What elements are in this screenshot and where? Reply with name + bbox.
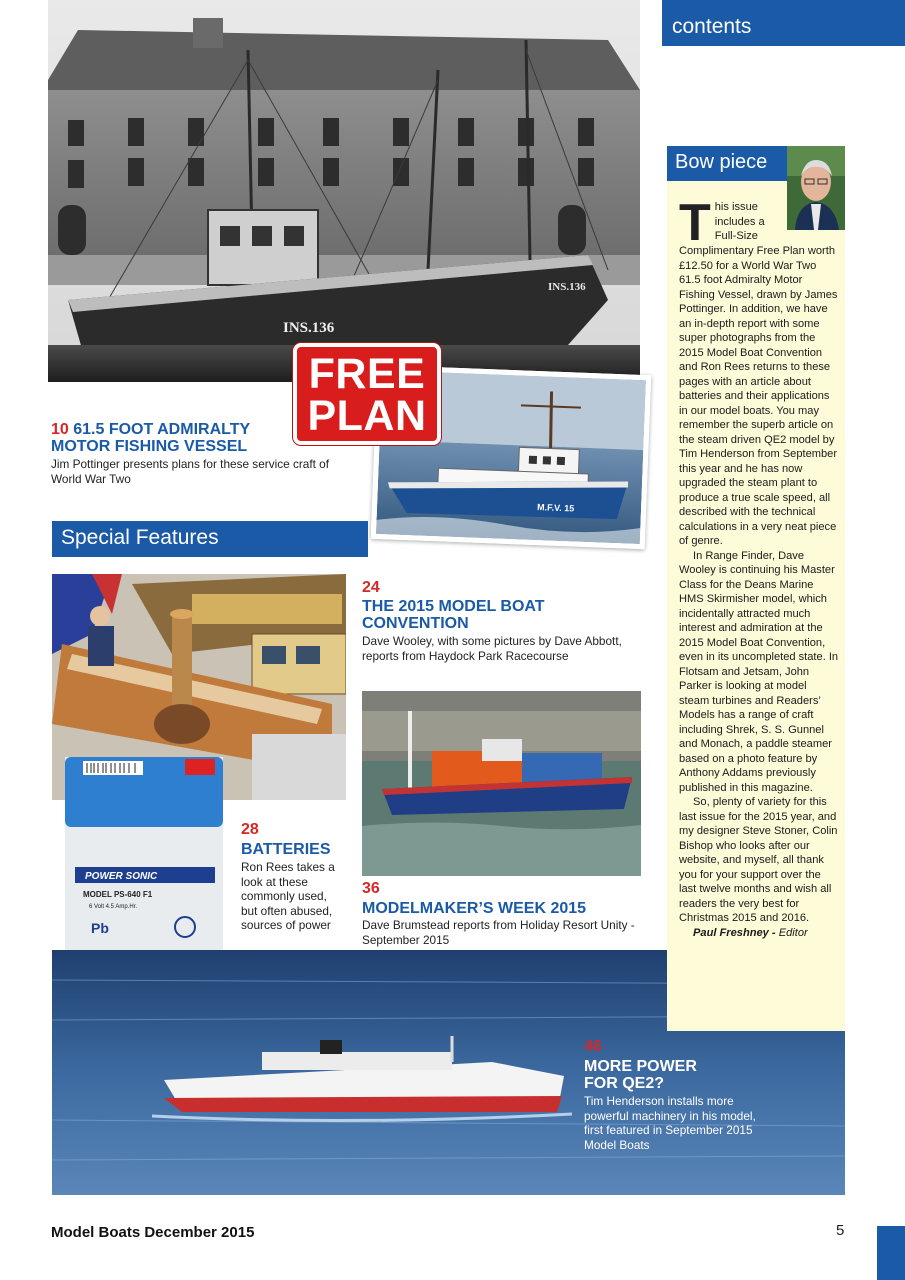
bow-lead-line-3: Full-Size [714, 230, 758, 242]
battery-spec: 6 Volt 4.5 Amp.Hr. [89, 904, 138, 910]
bow-paragraph-2: In Range Finder, Dave Wooley is continuing his Master Class for the Deans Marine HMS Skirmisher model, which incidentally attracted much interest and admiration at the 2015 Model Boat Convention, even in its uncompleted state. In Flotsam and Jetsam, John Parker is looking at model steam turbines and Readers’ Models has a range of craft including Shrek, S. S. Gunnel and Monach, a paddle steamer based on a photo feature by Anthony Addams previously published in this magazine. [679, 549, 839, 794]
bow-paragraph-1: Complimentary Free Plan worth £12.50 for a World War Two 61.5 foot Admiralty Motor Fishing Vessel, drawn by James Pottinger. In addition, we have an in-depth report with some super photographs from the 2015 Model Boat Convention and Ron Rees returns to these pages with an article about batteries and their applications in our model boats. You may remember the superb article on the steam driven QE2 model by Tim Henderson from September this year and he has now upgraded the steam plant to produce a true scale speed, all described with the technical calculations in a very neat piece of genre. [679, 245, 838, 547]
battery-model: MODEL PS-640 F1 [83, 890, 153, 899]
feature-36-title [362, 900, 642, 917]
bow-piece-text [679, 194, 839, 940]
feature-46[interactable] [584, 1038, 774, 1152]
bow-signoff [679, 926, 839, 941]
page-number: 5 [836, 1222, 845, 1239]
editor-name: Paul Freshney - [693, 926, 776, 939]
feature-28-number-line [241, 821, 351, 838]
feature-46-title-line1: MORE POWER [584, 1058, 697, 1075]
feature-28-title-line1: BATTERIES [241, 841, 331, 858]
feature-24-title-line2: CONVENTION [362, 615, 469, 632]
feature-24[interactable] [362, 579, 642, 663]
photo-battery [65, 757, 223, 979]
hull-mark-1: INS.136 [283, 320, 335, 336]
feature-46-description: Tim Henderson installs more powerful machinery in his model, first featured in September 2015 Model Boats [584, 1094, 756, 1152]
feature-36-title-line1: MODELMAKER’S WEEK 2015 [362, 900, 587, 917]
bow-lead-line-1: his issue [714, 201, 758, 213]
battery-brand: POWER SONIC [85, 871, 158, 882]
section-tab-contents: contents [662, 0, 905, 46]
feature-10-title-line1: 61.5 FOOT ADMIRALTY [73, 421, 251, 438]
badge-line2: PLAN [307, 392, 427, 440]
bow-paragraph-3: So, plenty of variety for this last issue for the 2015 year, and my designer Steve Stoner, Colin Bishop who looks after our website, and myself, all thank you for your support over the last twelve months and wish all readers the very best for Christmas 2015 and 2016. [679, 796, 838, 924]
feature-24-title-line1: THE 2015 MODEL BOAT [362, 598, 545, 615]
photo-fishing-vessel [48, 0, 640, 382]
bow-dropcap: T [679, 194, 711, 252]
feature-36[interactable] [362, 880, 642, 947]
feature-36-description: Dave Brumstead reports from Holiday Resort Unity - September 2015 [362, 918, 635, 947]
bow-piece-heading: Bow piece [667, 146, 787, 181]
feature-28-description: Ron Rees takes a look at these commonly used, but often abused, sources of power [241, 860, 335, 932]
feature-24-number: 24 [362, 579, 380, 596]
battery-pb: Pb [91, 920, 109, 936]
feature-10-title-line2: MOTOR FISHING VESSEL [51, 438, 248, 455]
photo-modelmakers-week [362, 691, 641, 876]
feature-36-number-line [362, 880, 642, 897]
bow-lead-line-2: includes a [714, 215, 765, 228]
editor-role: Editor [778, 926, 808, 939]
feature-28-number: 28 [241, 821, 259, 838]
feature-24-description: Dave Wooley, with some pictures by Dave Abbott, reports from Haydock Park Racecourse [362, 634, 622, 663]
badge-line1: FREE [308, 350, 426, 398]
special-features-heading: Special Features [52, 521, 368, 557]
footer-magazine-title: Model Boats December 2015 [51, 1224, 255, 1241]
feature-36-number: 36 [362, 880, 380, 897]
feature-28[interactable] [241, 821, 351, 933]
feature-46-number-line [584, 1038, 774, 1055]
feature-24-title [362, 598, 642, 632]
feature-10-number: 10 [51, 421, 69, 438]
hull-mark-2: INS.136 [548, 281, 586, 293]
mfv-mark: M.F.V. 15 [536, 502, 575, 514]
feature-46-number: 46 [584, 1038, 602, 1055]
feature-10-description: Jim Pottinger presents plans for these service craft of World War Two [51, 457, 330, 486]
feature-28-title [241, 841, 351, 858]
feature-46-title-line2: FOR QE2? [584, 1075, 665, 1092]
corner-color-tab [877, 1226, 905, 1280]
feature-46-title [584, 1058, 774, 1092]
free-plan-badge[interactable] [293, 343, 441, 445]
feature-24-number-line [362, 579, 642, 596]
